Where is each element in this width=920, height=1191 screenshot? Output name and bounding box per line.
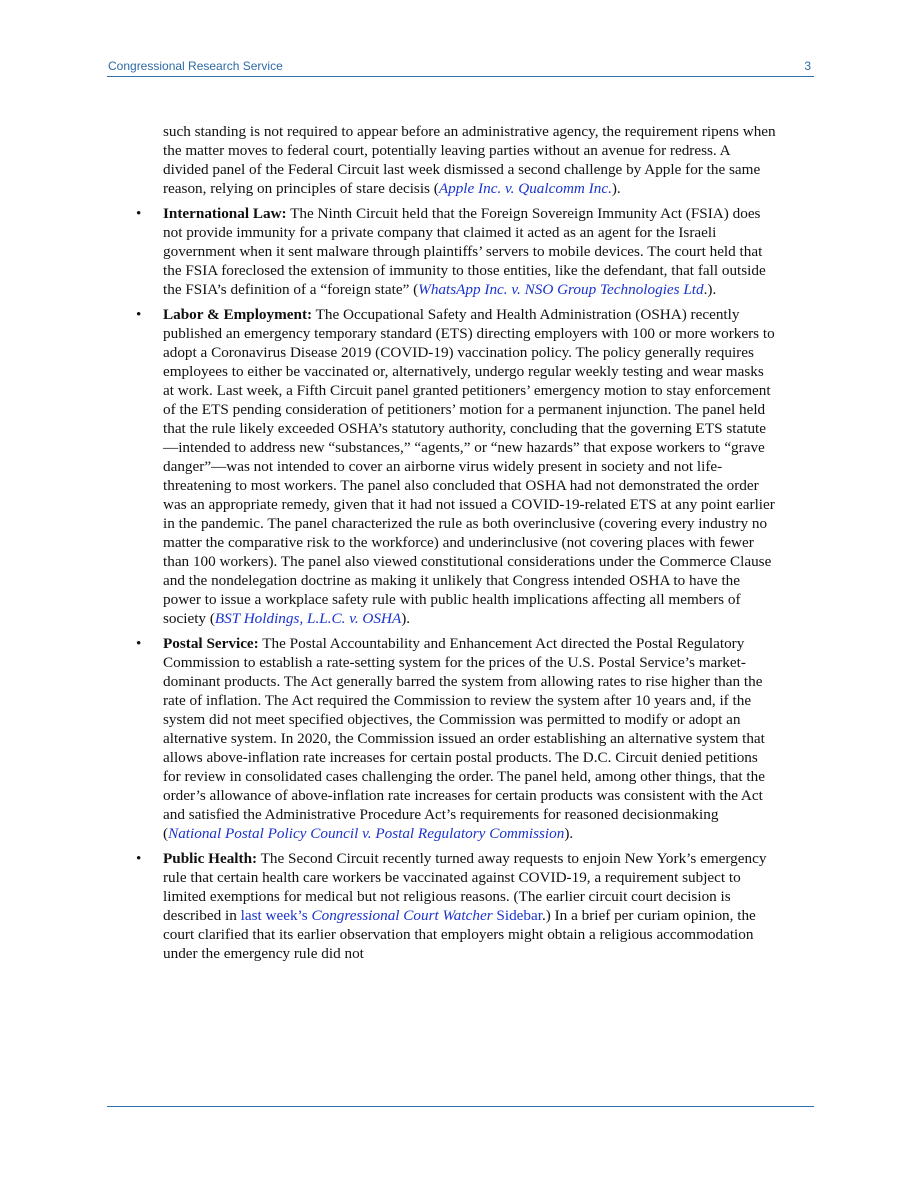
bullet-icon: • bbox=[136, 205, 142, 222]
topic-heading: Postal Service: bbox=[163, 635, 259, 652]
page-number: 3 bbox=[804, 59, 811, 73]
case-link-postal-policy-council[interactable]: National Postal Policy Council v. Postal Regulatory Commission bbox=[168, 825, 565, 842]
header-title: Congressional Research Service bbox=[108, 59, 283, 73]
case-link-apple-qualcomm[interactable]: Apple Inc. v. Qualcomm Inc. bbox=[438, 180, 612, 197]
main-content bbox=[136, 122, 776, 963]
bullet-icon: • bbox=[136, 850, 142, 867]
case-link-whatsapp-nso[interactable]: WhatsApp Inc. v. NSO Group Technologies Ltd bbox=[418, 281, 704, 298]
intro-paragraph: such standing is not required to appear before an administrative agency, the requirement ripens when the matter moves to federal court, potentially leaving parties without an avenue for redress. A divided panel of the Federal Circuit last week dismissed a second challenge by Apple for the same reason, relying on principles of stare decisis (Apple Inc. v. Qualcomm Inc.). bbox=[163, 123, 776, 197]
list-item-public-health: • Public Health: The Second Circuit recently turned away requests to enjoin New York’s emergency rule that certain health care workers be vaccinated against COVID-19, a requirement subject to limited exemptions for medical but not religious reasons. (The earlier circuit court decision is described in last week’s Congressional Court Watcher Sidebar.) In a brief per curiam opinion, the court clarified that its earlier observation that employers might obtain a religious accommodation under the emergency rule did not bbox=[136, 850, 767, 962]
topic-heading: Labor & Employment: bbox=[163, 306, 313, 323]
sidebar-link[interactable]: last week’s Congressional Court Watcher Sidebar bbox=[240, 907, 542, 924]
bullet-icon: • bbox=[136, 306, 142, 323]
case-link-bst-holdings[interactable]: BST Holdings, L.L.C. v. OSHA bbox=[214, 610, 402, 627]
topic-heading: Public Health: bbox=[163, 850, 258, 867]
list-item-international-law: • International Law: The Ninth Circuit held that the Foreign Sovereign Immunity Act (FSIA) does not provide immunity for a private company that claimed it acted as an agent for the Israeli government when it sent malware through plaintiffs’ servers to mobile devices. The court held that the FSIA foreclosed the extension of immunity to those entities, like the defendant, that fall outside the FSIA’s definition of a “foreign state” (WhatsApp Inc. v. NSO Group Technologies Ltd.). bbox=[136, 205, 766, 298]
topic-list bbox=[136, 204, 776, 963]
running-header bbox=[107, 58, 814, 77]
bullet-icon: • bbox=[136, 635, 142, 652]
list-item-labor-employment: • Labor & Employment: The Occupational Safety and Health Administration (OSHA) recently published an emergency temporary standard (ETS) directing employers with 100 or more workers to adopt a Coronavirus Disease 2019 (COVID-19) vaccination policy. The policy generally requires employees to either be vaccinated or, alternatively, undergo regular weekly testing and wear masks at work. Last week, a Fifth Circuit panel granted petitioners’ emergency motion to stay enforcement of the ETS pending consideration of petitioners’ motion for a permanent injunction. The panel held that the rule likely exceeded OSHA’s statutory authority, concluding that the governing ETS statute—intended to address new “substances,” “agents,” or “new hazards” that expose workers to “grave danger”—was not intended to cover an airborne virus widely present in society and not life-threatening to most workers. The panel also concluded that OSHA had not demonstrated the order was an appropriate remedy, given that it had not issued a COVID-19-related ETS at any point earlier in the pandemic. The panel characterized the rule as both overinclusive (covering every industry no matter the comparative risk to the workforce) and underinclusive (not covering places with fewer than 100 workers). The panel also viewed constitutional considerations under the Commerce Clause and the nondelegation doctrine as making it unlikely that Congress intended OSHA to have the power to issue a workplace safety rule with public health implications affecting all members of society (BST Holdings, L.L.C. v. OSHA). bbox=[136, 306, 775, 627]
footer-rule bbox=[107, 1106, 814, 1107]
list-item-postal-service: • Postal Service: The Postal Accountability and Enhancement Act directed the Postal Regulatory Commission to establish a rate-setting system for the prices of the U.S. Postal Service’s market-dominant products. The Act generally barred the system from allowing rates to rise higher than the rate of inflation. The Act required the Commission to review the system after 10 years and, if the system did not meet specified objectives, the Commission was permitted to modify or adopt an alternative system. In 2020, the Commission issued an order establishing an alternative system that allows above-inflation rate increases for certain postal products. The D.C. Circuit denied petitions for review in consolidated cases challenging the order. The panel held, among other things, that the order’s allowance of above-inflation rate increases for certain products was consistent with the Act and satisfied the Administrative Procedure Act’s requirements for reasoned decisionmaking (National Postal Policy Council v. Postal Regulatory Commission). bbox=[136, 635, 765, 842]
topic-heading: International Law: bbox=[163, 205, 287, 222]
